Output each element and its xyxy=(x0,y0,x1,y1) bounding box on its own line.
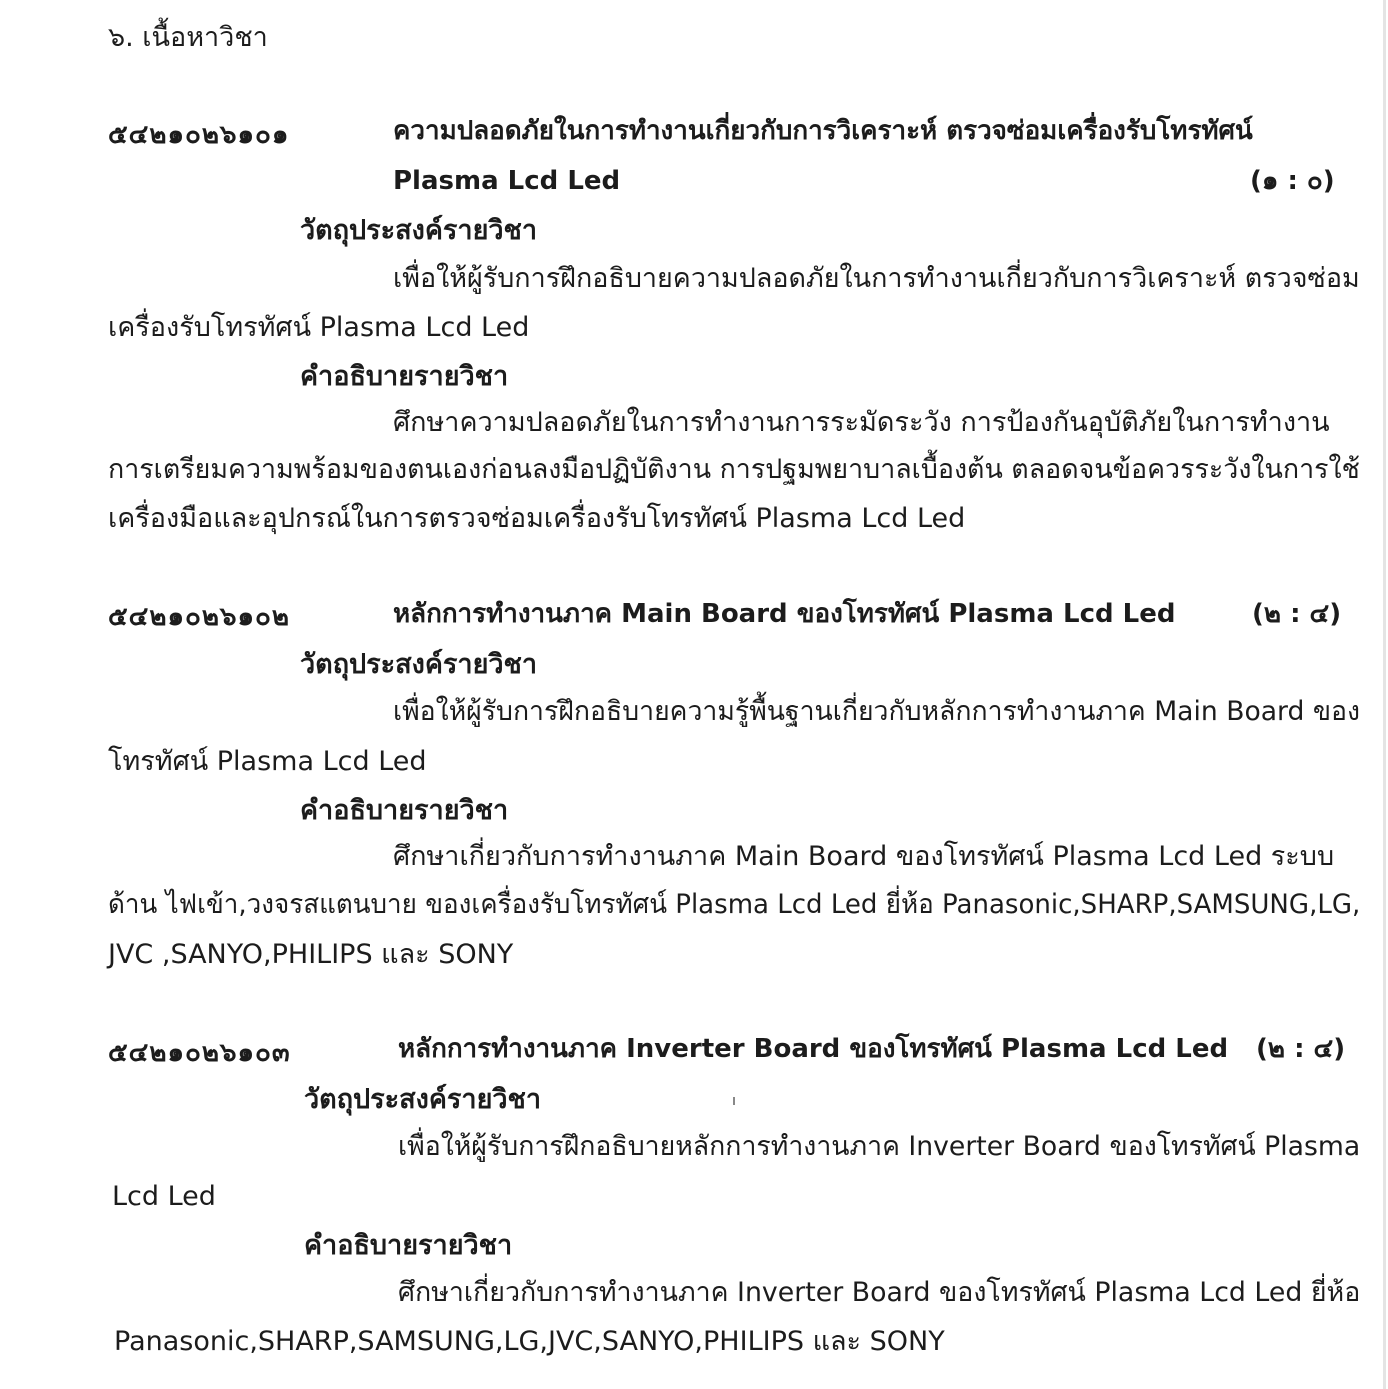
description-heading: คำอธิบายรายวิชา xyxy=(300,795,509,826)
section-heading: ๖. เนื้อหาวิชา xyxy=(108,22,268,53)
objective-text: เพื่อให้ผู้รับการฝึกอธิบายความรู้พื้นฐานเกี่ยวกับหลักการทำงานภาค Main Board ของ xyxy=(393,696,1361,727)
course-code: ๕๔๒๑๐๒๖๑๐๒ xyxy=(108,602,291,632)
course-credits: (๒ : ๔) xyxy=(1256,1034,1346,1064)
scan-artifact xyxy=(733,1097,735,1105)
course-title-continued: Plasma Lcd Led xyxy=(393,166,621,196)
scan-edge xyxy=(1383,0,1386,1389)
description-text: Panasonic,SHARP,SAMSUNG,LG,JVC,SANYO,PHILIPS และ SONY xyxy=(114,1326,945,1357)
course-title: หลักการทำงานภาค Inverter Board ของโทรทัศน์ Plasma Lcd Led xyxy=(398,1034,1229,1064)
description-text: ศึกษาเกี่ยวกับการทำงานภาค Inverter Board ของโทรทัศน์ Plasma Lcd Led ยี่ห้อ xyxy=(398,1277,1361,1308)
objective-text: เพื่อให้ผู้รับการฝึกอธิบายหลักการทำงานภาค Inverter Board ของโทรทัศน์ Plasma xyxy=(398,1131,1361,1162)
course-title: ความปลอดภัยในการทำงานเกี่ยวกับการวิเคราะห์ ตรวจซ่อมเครื่องรับโทรทัศน์ xyxy=(393,116,1253,146)
objective-text: โทรทัศน์ Plasma Lcd Led xyxy=(108,746,427,777)
objective-heading: วัตถุประสงค์รายวิชา xyxy=(300,649,538,680)
description-text: ด้าน ไฟเข้า,วงจรสแตนบาย ของเครื่องรับโทรทัศน์ Plasma Lcd Led ยี่ห้อ Panasonic,SHARP,SAMSUNG,LG, xyxy=(108,889,1361,920)
course-title: หลักการทำงานภาค Main Board ของโทรทัศน์ Plasma Lcd Led xyxy=(393,599,1176,629)
objective-text: เครื่องรับโทรทัศน์ Plasma Lcd Led xyxy=(108,312,530,343)
objective-text: เพื่อให้ผู้รับการฝึกอธิบายความปลอดภัยในการทำงานเกี่ยวกับการวิเคราะห์ ตรวจซ่อม xyxy=(393,263,1360,294)
objective-heading: วัตถุประสงค์รายวิชา xyxy=(304,1084,542,1115)
description-text: ศึกษาเกี่ยวกับการทำงานภาค Main Board ของโทรทัศน์ Plasma Lcd Led ระบบ xyxy=(393,841,1335,872)
objective-text: Lcd Led xyxy=(112,1181,216,1212)
description-heading: คำอธิบายรายวิชา xyxy=(304,1230,513,1261)
course-code: ๕๔๒๑๐๒๖๑๐๓ xyxy=(108,1038,291,1068)
description-heading: คำอธิบายรายวิชา xyxy=(300,361,509,392)
objective-heading: วัตถุประสงค์รายวิชา xyxy=(300,215,538,246)
description-text: การเตรียมความพร้อมของตนเองก่อนลงมือปฏิบัติงาน การปฐมพยาบาลเบื้องต้น ตลอดจนข้อควรระวังในการใช้ xyxy=(108,454,1360,485)
description-text: เครื่องมือและอุปกรณ์ในการตรวจซ่อมเครื่องรับโทรทัศน์ Plasma Lcd Led xyxy=(108,503,966,534)
description-text: ศึกษาความปลอดภัยในการทำงานการระมัดระวัง การป้องกันอุบัติภัยในการทำงาน xyxy=(393,407,1330,438)
description-text: JVC ,SANYO,PHILIPS และ SONY xyxy=(108,939,514,970)
course-code: ๕๔๒๑๐๒๖๑๐๑ xyxy=(108,120,290,150)
course-credits: (๒ : ๔) xyxy=(1252,599,1342,629)
course-credits: (๑ : ๐) xyxy=(1250,166,1335,196)
